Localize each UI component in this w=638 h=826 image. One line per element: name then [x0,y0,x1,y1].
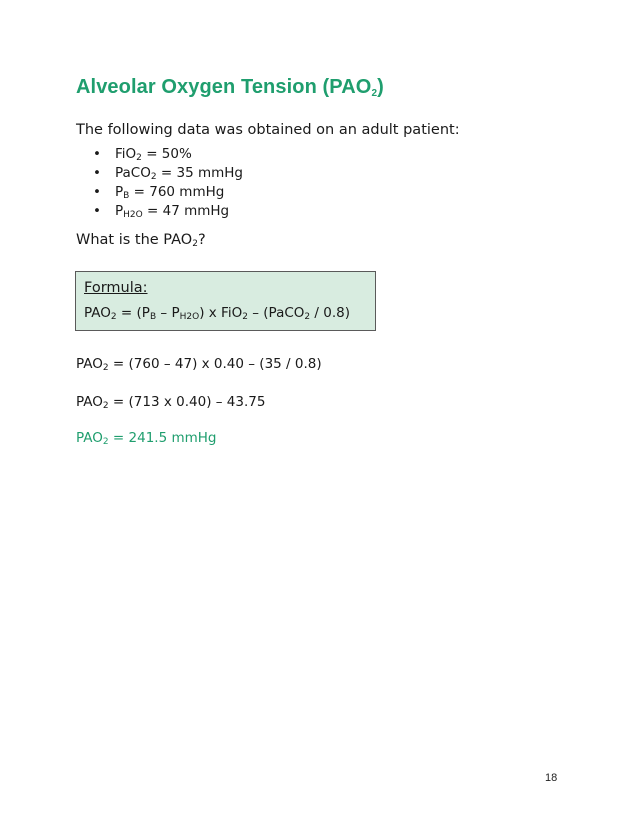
title-subscript: 2 [371,88,378,99]
list-item-label: P [115,184,124,200]
calculation-step-1 [76,356,322,372]
page-number: 18 [545,772,558,784]
formula-subscript: H2O [179,312,200,322]
calc-expression: = 241.5 mmHg [108,430,217,446]
list-item [76,183,243,202]
calculation-step-2 [76,394,265,410]
list-item-label: P [115,203,124,219]
bullet-icon: • [93,146,101,162]
formula-part: PAO [84,305,111,321]
title-text: Alveolar Oxygen Tension (PAO [76,76,372,98]
list-item-label: FiO [115,146,137,162]
formula-part: ) x FiO [199,305,243,321]
list-item-subscript: B [123,191,130,201]
formula-part: / 0.8) [310,305,351,321]
question-text [76,232,206,248]
calc-label: PAO [76,430,103,446]
formula-part: – (PaCO [247,305,305,321]
formula-subscript: 2 [304,312,311,322]
formula-subscript: 2 [242,312,248,322]
calc-label: PAO [76,356,103,372]
calc-label: PAO [76,394,103,410]
bullet-icon: • [93,165,101,181]
bullet-icon: • [93,203,101,219]
list-item-subscript: H2O [123,210,143,220]
calc-subscript: 2 [102,401,109,411]
list-item [76,164,243,183]
calc-subscript: 2 [102,437,109,447]
page-title [76,76,384,99]
bullet-icon: • [93,184,101,200]
question-label: What is the PAO [76,232,193,248]
question-subscript: 2 [192,239,198,249]
list-item [76,145,243,164]
formula-part: – P [156,305,180,321]
intro-text: The following data was obtained on an adult patient: [76,122,460,138]
list-item-subscript: 2 [136,153,142,163]
list-item-subscript: 2 [150,172,157,182]
list-item-value: = 50% [141,146,192,162]
list-item-label: PaCO [115,165,151,181]
calc-expression: = (760 – 47) x 0.40 – (35 / 0.8) [108,356,322,372]
list-item-value: = 35 mmHg [156,165,243,181]
formula-part: = (P [116,305,150,321]
formula-box [75,271,376,331]
formula-label: Formula: [84,280,148,296]
calc-expression: = (713 x 0.40) – 43.75 [108,394,266,410]
calc-subscript: 2 [102,363,109,373]
list-item-value: = 760 mmHg [129,184,225,200]
formula-expression [84,305,350,321]
question-end: ? [197,232,206,248]
title-end: ) [377,76,384,98]
formula-subscript: 2 [110,312,117,322]
list-item-value: = 47 mmHg [142,203,230,219]
calculation-result [76,430,217,446]
list-item [76,202,243,221]
formula-subscript: B [149,312,157,322]
given-data-list [76,145,243,221]
